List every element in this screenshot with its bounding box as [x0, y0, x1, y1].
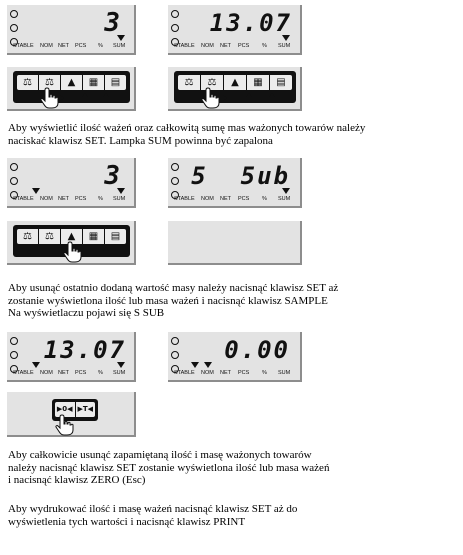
print-key[interactable] [105, 75, 126, 90]
scale-icon: ⚖ [23, 231, 32, 242]
stable-indicator-icon [191, 362, 199, 368]
label-nom: NOM [40, 370, 53, 376]
lamp-1 [171, 337, 179, 345]
sum-indicator-icon [117, 362, 125, 368]
label-pcs: PCS [75, 370, 87, 376]
left-arrow-icon [27, 249, 31, 255]
display-readout: 13.07 [209, 9, 292, 37]
label-net: NET [58, 196, 69, 202]
label-percent: % [262, 43, 267, 49]
scale-key[interactable] [178, 75, 201, 90]
display-panel-3 [7, 158, 136, 208]
lamp-2 [171, 24, 179, 32]
function-labels [13, 370, 130, 377]
lamp-1 [10, 337, 18, 345]
label-sum: SUM [113, 196, 126, 202]
text-line: Na wyświetlaczu pojawi się S SUB [8, 307, 165, 319]
set-key[interactable] [247, 75, 270, 90]
function-labels [174, 43, 296, 50]
sum-indicator-icon [117, 35, 125, 41]
display-panel-6 [168, 332, 302, 382]
print-icon: ▤ [110, 231, 121, 242]
label-pcs: PCS [238, 196, 250, 202]
up-arrow-icon [103, 247, 109, 251]
pointing-hand-icon [55, 414, 75, 436]
label-stable: STABLE [13, 196, 34, 202]
keypad-panel-3 [7, 221, 136, 265]
display-panel-1 [7, 5, 136, 55]
right-arrow-icon [60, 95, 64, 101]
lamp-2 [171, 351, 179, 359]
text-line: należy nacisnąć klawisz SET zostanie wyświetlona ilość lub masa ważeń [8, 461, 330, 474]
label-net: NET [220, 43, 231, 49]
sum-indicator-icon [282, 188, 290, 194]
label-stable: STABLE [174, 370, 195, 376]
label-pcs: PCS [238, 43, 250, 49]
label-stable: STABLE [13, 43, 34, 49]
label-stable: STABLE [13, 370, 34, 376]
display-readout: 13.07 [43, 336, 126, 364]
label-net: NET [220, 196, 231, 202]
set-icon: ▦ [88, 231, 99, 242]
tare-key[interactable] [76, 402, 96, 417]
text-line: i nacisnąć klawisz ZERO (Esc) [8, 474, 146, 486]
label-stable: STABLE [174, 43, 195, 49]
tare-icon: ▲ [67, 231, 76, 242]
label-sum: SUM [278, 196, 291, 202]
sample-icon: ⚖ [45, 231, 54, 242]
lamp-1 [10, 163, 18, 171]
pointing-hand-icon [63, 241, 83, 263]
scale-icon: ⚖ [184, 77, 194, 88]
scale-key[interactable] [17, 229, 39, 244]
instruction-paragraph-2 [8, 282, 448, 320]
keypad-panel-1 [7, 67, 136, 111]
keypad-panel-5 [7, 392, 136, 437]
label-net: NET [220, 370, 231, 376]
lamp-2 [10, 24, 18, 32]
print-icon: ▤ [110, 77, 121, 88]
tare-key[interactable] [224, 75, 247, 90]
instruction-paragraph-1 [8, 122, 448, 147]
pointing-hand-icon [40, 87, 60, 109]
stable-indicator-icon [32, 362, 40, 368]
label-nom: NOM [201, 196, 214, 202]
lamp-2 [10, 351, 18, 359]
up-arrow-icon [82, 93, 88, 97]
display-readout: 3 [104, 8, 122, 38]
label-pcs: PCS [238, 370, 250, 376]
label-nom: NOM [40, 196, 53, 202]
stable-indicator-icon [32, 188, 40, 194]
tare-key[interactable] [61, 75, 83, 90]
display-readout: 5 5ub [191, 162, 290, 190]
label-percent: % [262, 196, 267, 202]
text-line: Aby całkowicie usunąć zapamiętaną ilość i masę ważonych towarów [8, 449, 312, 461]
text-line: naciskać klawisz SET. Lampka SUM powinna być zapalona [8, 134, 273, 147]
text-line: Aby wydrukować ilość i masę ważeń nacisnąć klawisz SET aż do [8, 503, 298, 515]
label-percent: % [98, 196, 103, 202]
scale-key[interactable] [17, 75, 39, 90]
sample-icon: ⚖ [207, 77, 217, 88]
text-line: wyświetlenia tych wartości i nacisnąć klawisz PRINT [8, 515, 246, 528]
function-labels [13, 196, 130, 203]
set-key[interactable] [83, 229, 105, 244]
label-percent: % [262, 370, 267, 376]
keypad-panel-4-empty [168, 221, 302, 265]
label-net: NET [58, 43, 69, 49]
text-line: Aby usunąć ostatnio dodaną wartość masy należy nacisnąć klawisz SET aż [8, 282, 339, 294]
label-percent: % [98, 43, 103, 49]
label-sum: SUM [278, 370, 291, 376]
lamp-1 [171, 10, 179, 18]
label-sum: SUM [278, 43, 291, 49]
label-nom: NOM [201, 43, 214, 49]
zero-indicator-icon [204, 362, 212, 368]
function-labels [174, 196, 296, 203]
up-arrow-icon [103, 93, 109, 97]
up-arrow-icon [269, 93, 275, 97]
label-pcs: PCS [75, 43, 87, 49]
sum-indicator-icon [117, 188, 125, 194]
sum-indicator-icon [282, 35, 290, 41]
tare-icon: ▲ [231, 77, 239, 88]
set-icon: ▦ [253, 77, 263, 88]
display-panel-2 [168, 5, 302, 55]
print-icon: ▤ [276, 77, 286, 88]
label-stable: STABLE [174, 196, 195, 202]
sample-key[interactable] [39, 229, 61, 244]
lamp-1 [10, 10, 18, 18]
label-nom: NOM [40, 43, 53, 49]
lamp-2 [171, 177, 179, 185]
keypad-panel-2 [168, 67, 302, 111]
display-panel-4 [168, 158, 302, 208]
lamp-1 [171, 163, 179, 171]
text-line: zostanie wyświetlona ilość lub masa ważeń i nacisnąć klawisz SAMPLE [8, 294, 328, 307]
display-panel-5 [7, 332, 136, 382]
sample-icon: ⚖ [45, 77, 54, 88]
set-key[interactable] [83, 75, 105, 90]
label-nom: NOM [201, 370, 214, 376]
label-percent: % [98, 370, 103, 376]
label-net: NET [58, 370, 69, 376]
up-arrow-icon [246, 93, 252, 97]
keypad [13, 71, 130, 103]
set-icon: ▦ [88, 77, 99, 88]
instruction-paragraph-3 [8, 449, 448, 487]
function-labels [13, 43, 130, 50]
function-labels [174, 370, 296, 377]
display-readout: 3 [104, 161, 122, 191]
instruction-paragraph-4 [8, 503, 448, 528]
scale-icon: ⚖ [23, 77, 32, 88]
pointing-hand-icon [201, 87, 221, 109]
right-arrow-icon [223, 95, 227, 101]
zero-icon: ▶0◀ [56, 405, 73, 413]
label-sum: SUM [113, 43, 126, 49]
tare-icon: ▶T◀ [77, 405, 94, 413]
tare-icon: ▲ [67, 77, 76, 88]
label-sum: SUM [113, 370, 126, 376]
print-key[interactable] [270, 75, 292, 90]
lamp-2 [10, 177, 18, 185]
print-key[interactable] [105, 229, 126, 244]
keypad [174, 71, 296, 103]
label-pcs: PCS [75, 196, 87, 202]
text-line: Aby wyświetlić ilość ważeń oraz całkowitą sumę mas ważonych towarów należy [8, 122, 366, 134]
display-readout: 0.00 [224, 336, 290, 364]
